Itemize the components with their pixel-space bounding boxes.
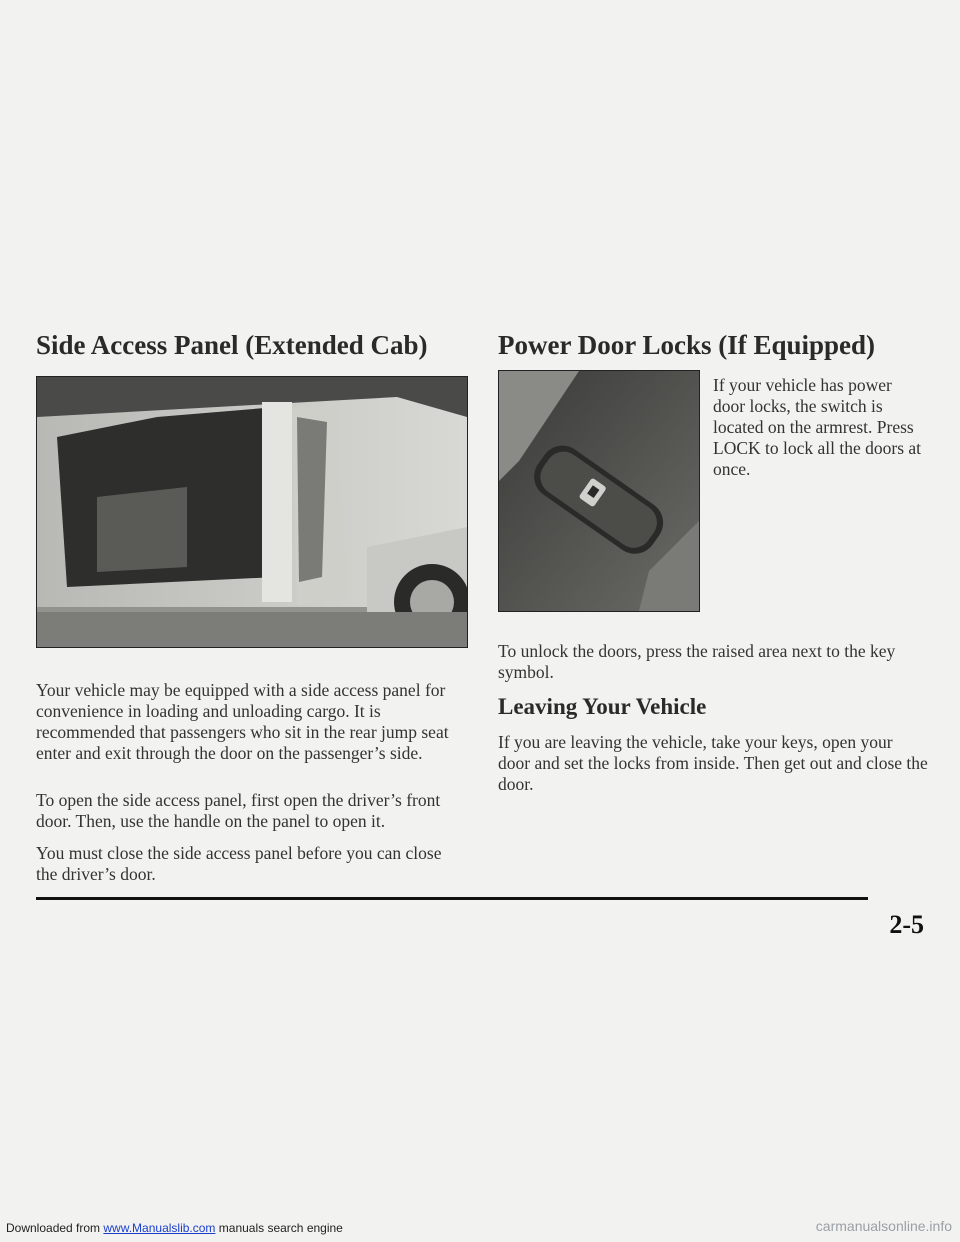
side-access-panel-paragraph-2: To open the side access panel, first open the driver’s front door. Then, use the handle on the panel to open it. (36, 790, 441, 831)
footer-suffix: manuals search engine (215, 1221, 343, 1235)
side-access-panel-heading: Side Access Panel (Extended Cab) (36, 330, 428, 360)
side-access-panel-photo (36, 376, 468, 648)
carmanualsonline-watermark: carmanualsonline.info (815, 1218, 952, 1234)
unlock-instructions: To unlock the doors, press the raised area next to the key symbol. (498, 641, 896, 682)
page-rule (36, 897, 868, 900)
footer-prefix: Downloaded from (6, 1221, 104, 1235)
side-access-panel-paragraph-3: You must close the side access panel before you can close the driver’s door. (36, 843, 442, 884)
power-door-locks-intro: If your vehicle has power door locks, the switch is located on the armrest. Press LOCK to lock all the doors at once. (713, 375, 922, 479)
power-door-locks-heading: Power Door Locks (If Equipped) (498, 330, 876, 360)
door-lock-switch-photo (498, 370, 700, 612)
manualslib-link[interactable]: www.Manualslib.com (103, 1221, 216, 1235)
download-footer (6, 1221, 343, 1235)
side-access-panel-paragraph-1: Your vehicle may be equipped with a side access panel for convenience in loading and unloading cargo. It is recommended that passengers who sit in the rear jump seat enter and exit through the door on the passenger’s side. (36, 680, 449, 763)
leaving-your-vehicle-heading: Leaving Your Vehicle (498, 694, 707, 719)
leaving-your-vehicle-text: If you are leaving the vehicle, take your keys, open your door and set the locks from inside. Then get out and close the door. (498, 732, 928, 794)
page-number: 2-5 (889, 910, 924, 939)
